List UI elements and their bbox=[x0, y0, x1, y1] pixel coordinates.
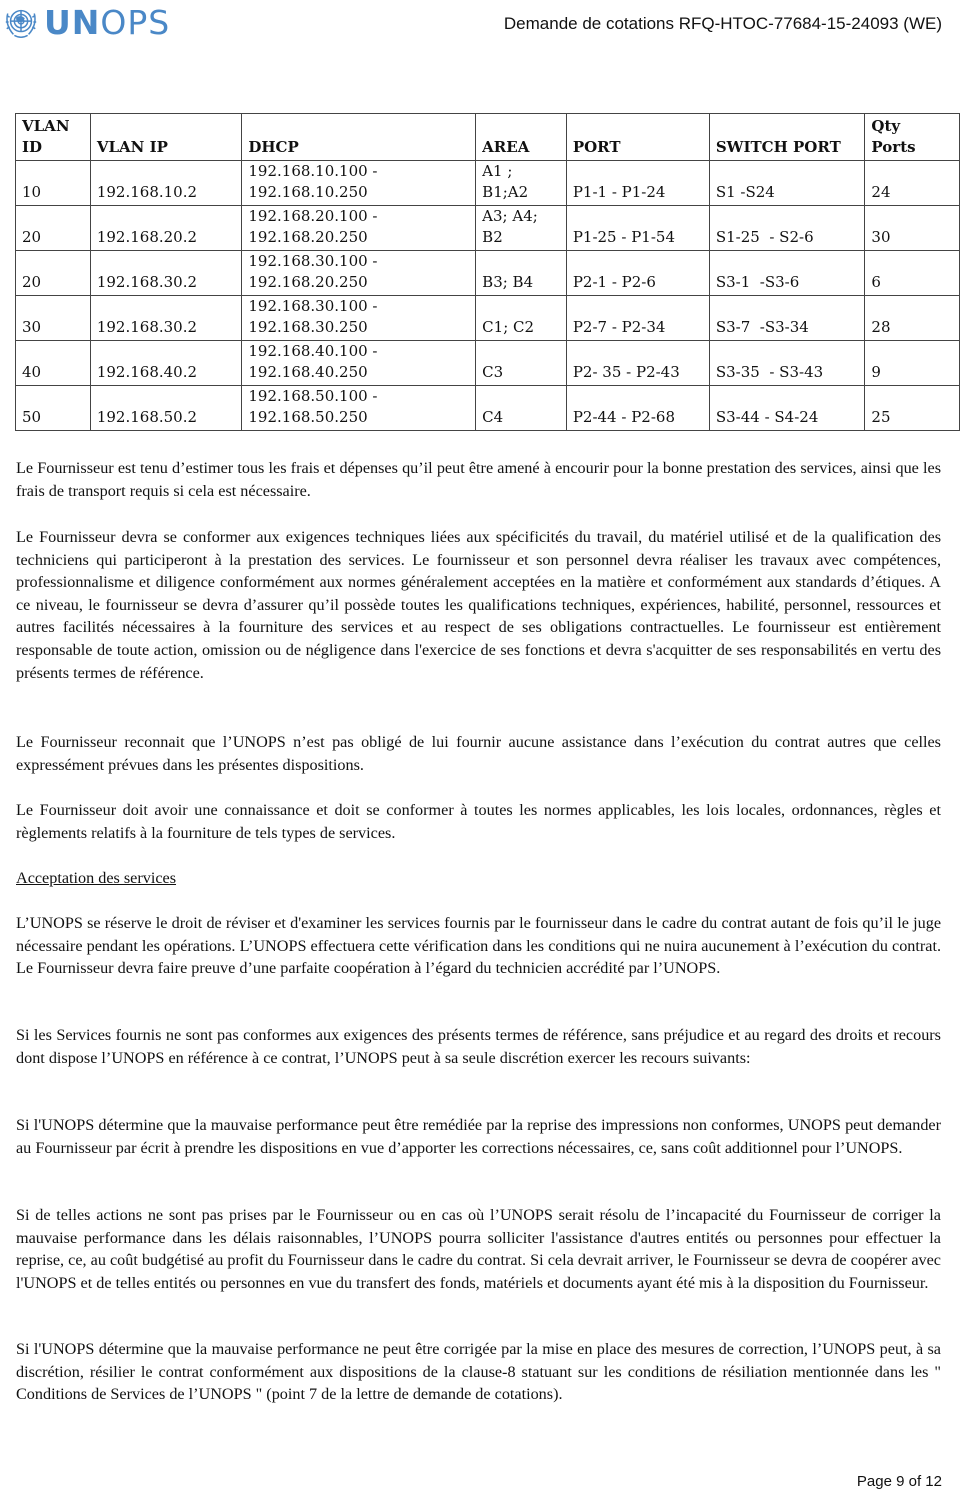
cell-port: P2- 35 - P2-43 bbox=[566, 341, 709, 386]
paragraph-cost-estimate: Le Fournisseur est tenu d’estimer tous les frais et dépenses qu’il peut être amené à encourir pour la bonne prestation des services, ainsi que les frais de transport requis si cela est nécessaire. bbox=[16, 459, 941, 500]
paragraph-remediation: Si l'UNOPS détermine que la mauvaise performance peut être remédiée par la reprise des impressions non conformes, UNOPS peut demander au Fournisseur par écrit à prendre les dispositions en vue d’apporter les corrections nécessaires, ce, sans coût additionnel pour l’UNOPS. bbox=[16, 1116, 941, 1157]
document-reference: Demande de cotations RFQ-HTOC-77684-15-24093 (WE) bbox=[503, 14, 942, 33]
cell-switch-port: S1-25 - S2-6 bbox=[709, 206, 865, 251]
cell-dhcp: 192.168.20.100 - 192.168.20.250 bbox=[242, 206, 476, 251]
cell-qty: 24 bbox=[865, 161, 960, 206]
table-row bbox=[16, 341, 960, 386]
cell-dhcp: 192.168.30.100 - 192.168.30.250 bbox=[242, 296, 476, 341]
cell-area: A1 ; B1;A2 bbox=[476, 161, 567, 206]
cell-qty: 30 bbox=[865, 206, 960, 251]
cell-area: C4 bbox=[476, 386, 567, 431]
col-header-qty-ports: Qty Ports bbox=[865, 114, 960, 161]
unops-logo bbox=[2, 4, 170, 42]
paragraph-compliance: Le Fournisseur doit avoir une connaissance et doit se conformer à toutes les normes applicables, les lois locales, ordonnances, règles et règlements relatifs à la fourniture de tels types de services. bbox=[16, 801, 941, 842]
col-header-dhcp: DHCP bbox=[242, 114, 476, 161]
logo-wordmark: UNOPS bbox=[44, 3, 171, 42]
cell-vlan-ip: 192.168.50.2 bbox=[90, 386, 242, 431]
table-row bbox=[16, 161, 960, 206]
cell-vlan-id: 30 bbox=[16, 296, 91, 341]
col-header-port: PORT bbox=[566, 114, 709, 161]
col-header-vlan-ip: VLAN IP bbox=[90, 114, 242, 161]
paragraph-no-assistance: Le Fournisseur reconnait que l’UNOPS n’est pas obligé de lui fournir aucune assistance dans l’exécution du contrat autres que celles expressément prévues dans les présentes dispositions. bbox=[16, 733, 941, 774]
section-heading-acceptance: Acceptation des services bbox=[16, 869, 177, 887]
cell-dhcp: 192.168.10.100 - 192.168.10.250 bbox=[242, 161, 476, 206]
cell-qty: 9 bbox=[865, 341, 960, 386]
cell-area: C3 bbox=[476, 341, 567, 386]
cell-vlan-id: 20 bbox=[16, 251, 91, 296]
cell-dhcp: 192.168.50.100 - 192.168.50.250 bbox=[242, 386, 476, 431]
page-header bbox=[0, 0, 960, 50]
col-header-vlan-id: VLAN ID bbox=[16, 114, 91, 161]
paragraph-technical-requirements: Le Fournisseur devra se conformer aux exigences techniques liées aux spécificités du travail, du matériel utilisé et de la qualification des techniciens qui participeront à la prestation des services. Le fournisseur et son personnel devra réaliser les travaux avec compétences, professionnalisme et diligence conformément aux normes généralement acceptées en la matière et conformément aux standards d’étiques. A ce niveau, le fournisseur se devra d’assurer qu’il possède toutes les qualifications techniques, expériences, habilité, personnel, ressources et autres facilités nécessaires à la fourniture des services et au respect de ses obligations contractuelles. Le fournisseur est entièrement responsable de toute action, omission ou de négligence dans l'exercice de ses fonctions et devra s'acquitter de ses responsabilités en vertu des présents termes de référence. bbox=[16, 528, 941, 682]
table-header-row bbox=[16, 114, 960, 161]
cell-switch-port: S3-44 - S4-24 bbox=[709, 386, 865, 431]
cell-qty: 6 bbox=[865, 251, 960, 296]
cell-vlan-ip: 192.168.30.2 bbox=[90, 296, 242, 341]
table-row bbox=[16, 206, 960, 251]
cell-port: P2-7 - P2-34 bbox=[566, 296, 709, 341]
cell-dhcp: 192.168.40.100 - 192.168.40.250 bbox=[242, 341, 476, 386]
col-header-area: AREA bbox=[476, 114, 567, 161]
col-header-switch-port: SWITCH PORT bbox=[709, 114, 865, 161]
cell-vlan-id: 50 bbox=[16, 386, 91, 431]
cell-port: P1-1 - P1-24 bbox=[566, 161, 709, 206]
cell-switch-port: S3-35 - S3-43 bbox=[709, 341, 865, 386]
table-row bbox=[16, 386, 960, 431]
cell-area: B3; B4 bbox=[476, 251, 567, 296]
un-emblem-icon bbox=[2, 4, 40, 42]
cell-vlan-id: 10 bbox=[16, 161, 91, 206]
paragraph-non-conformity: Si les Services fournis ne sont pas conformes aux exigences des présents termes de référence, sans préjudice et au regard des droits et recours dont dispose l’UNOPS en référence à ce contrat, l’UNOPS peut à sa seule discrétion exercer les recours suivants: bbox=[16, 1026, 941, 1067]
cell-dhcp: 192.168.30.100 - 192.168.20.250 bbox=[242, 251, 476, 296]
cell-area: C1; C2 bbox=[476, 296, 567, 341]
cell-port: P2-44 - P2-68 bbox=[566, 386, 709, 431]
cell-qty: 25 bbox=[865, 386, 960, 431]
cell-vlan-ip: 192.168.10.2 bbox=[90, 161, 242, 206]
page-number: Page 9 of 12 bbox=[856, 1473, 942, 1490]
cell-switch-port: S3-7 -S3-34 bbox=[709, 296, 865, 341]
paragraph-third-party-rework: Si de telles actions ne sont pas prises par le Fournisseur ou en cas où l’UNOPS serait résolu de l’incapacité du Fournisseur de corriger la mauvaise performance dans les délais raisonnables, l’UNOPS pourra solliciter l'assistance d'autres entités ou personnes pour effectuer la reprise, ce, au coût budgétisé au profit du Fournisseur dans le cadre du contrat. Si cela devrait arriver, le Fournisseur se devra de coopérer avec l'UNOPS et de telles entités ou personnes en vue du transfert des fonds, matériels et documents ayant été mis à la disposition du Fournisseur. bbox=[16, 1206, 941, 1292]
vlan-table bbox=[15, 113, 960, 431]
table-row bbox=[16, 296, 960, 341]
paragraph-termination: Si l'UNOPS détermine que la mauvaise performance ne peut être corrigée par la mise en place des mesures de correction, l’UNOPS peut, à sa discrétion, résilier le contrat conformément aux dispositions de la clause-8 statuant sur les conditions de résiliation mentionnée dans les " Conditions de Services de l’UNOPS " (point 7 de la lettre de demande de cotations). bbox=[16, 1340, 941, 1404]
cell-port: P1-25 - P1-54 bbox=[566, 206, 709, 251]
cell-vlan-ip: 192.168.20.2 bbox=[90, 206, 242, 251]
paragraph-review-rights: L’UNOPS se réserve le droit de réviser et d'examiner les services fournis par le fournisseur dans le cadre du contrat autant de fois qu’il le juge nécessaire pendant les opérations. L’UNOPS effectuera cette vérification dans les conditions qui ne nuira aucunement à l’exécution du contrat. Le Fournisseur devra faire preuve d’une parfaite coopération à l’égard du technicien accrédité par l’UNOPS. bbox=[16, 914, 941, 978]
cell-port: P2-1 - P2-6 bbox=[566, 251, 709, 296]
cell-vlan-id: 20 bbox=[16, 206, 91, 251]
cell-vlan-ip: 192.168.30.2 bbox=[90, 251, 242, 296]
cell-vlan-id: 40 bbox=[16, 341, 91, 386]
table-row bbox=[16, 251, 960, 296]
cell-switch-port: S1 -S24 bbox=[709, 161, 865, 206]
cell-switch-port: S3-1 -S3-6 bbox=[709, 251, 865, 296]
cell-qty: 28 bbox=[865, 296, 960, 341]
cell-vlan-ip: 192.168.40.2 bbox=[90, 341, 242, 386]
cell-area: A3; A4; B2 bbox=[476, 206, 567, 251]
